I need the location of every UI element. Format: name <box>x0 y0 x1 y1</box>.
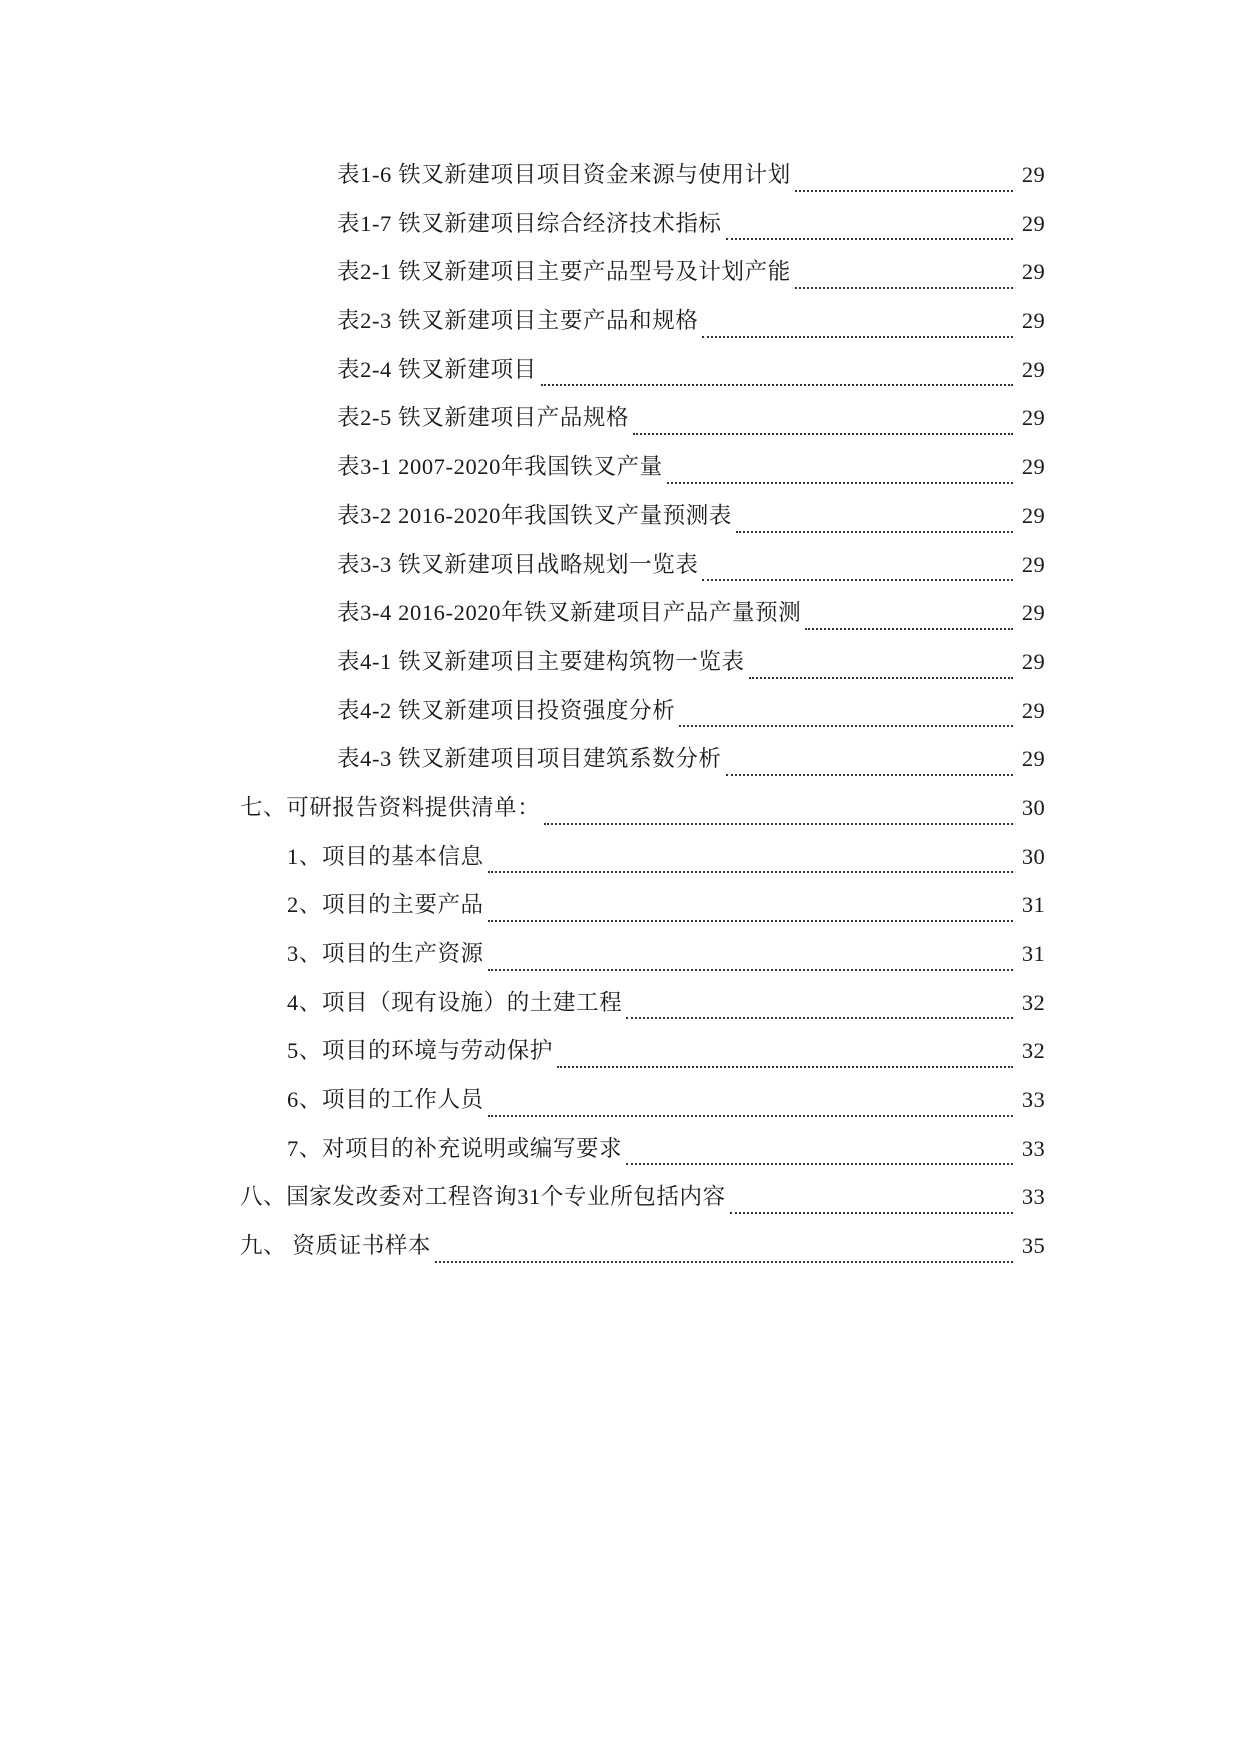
toc-entry-text: 表2-3 铁叉新建项目主要产品和规格 <box>337 308 699 334</box>
toc-page-number: 29 <box>1021 259 1045 285</box>
toc-page-number: 31 <box>1021 941 1045 966</box>
toc-entry-text: 5、项目的环境与劳动保护 <box>287 1038 553 1064</box>
toc-entry-text: 7、对项目的补充说明或编写要求 <box>287 1135 623 1161</box>
toc-entry[interactable] <box>0 1223 1241 1272</box>
toc-leader-dots <box>488 920 1013 922</box>
toc-entry-text: 表4-2 铁叉新建项目投资强度分析 <box>337 697 676 723</box>
toc-leader-dots <box>435 1261 1013 1263</box>
toc-entry-text: 1、项目的基本信息 <box>287 843 484 869</box>
toc-entry[interactable] <box>0 834 1241 883</box>
toc-leader-dots <box>795 190 1013 192</box>
toc-leader-dots <box>626 1017 1013 1019</box>
toc-page-number: 35 <box>1021 1233 1045 1259</box>
toc-entry-text: 表2-4 铁叉新建项目 <box>337 356 537 382</box>
toc-entry-text: 八、国家发改委对工程咨询31个专业所包括内容 <box>240 1184 726 1210</box>
toc-entry[interactable] <box>0 542 1241 591</box>
toc-entry-text: 表3-1 2007-2020年我国铁叉产量 <box>337 454 663 480</box>
toc-entry[interactable] <box>0 201 1241 250</box>
toc-entry-text: 七、可研报告资料提供清单： <box>240 794 541 820</box>
toc-entry[interactable] <box>0 1077 1241 1126</box>
toc-entry-text: 表3-4 2016-2020年铁叉新建项目产品产量预测 <box>337 600 802 626</box>
toc-entry[interactable] <box>0 980 1241 1029</box>
toc-leader-dots <box>667 482 1013 484</box>
toc-page-number: 33 <box>1021 1087 1045 1113</box>
toc-entry-text: 表2-1 铁叉新建项目主要产品型号及计划产能 <box>337 259 791 285</box>
toc-entry[interactable] <box>0 1126 1241 1175</box>
toc-page-number: 30 <box>1021 794 1045 820</box>
toc-page-number: 29 <box>1021 454 1045 480</box>
table-of-contents <box>0 152 1241 1272</box>
toc-entry[interactable] <box>0 882 1241 931</box>
toc-entry-text: 表4-3 铁叉新建项目项目建筑系数分析 <box>337 746 722 772</box>
toc-entry[interactable] <box>0 688 1241 737</box>
toc-leader-dots <box>726 774 1013 776</box>
toc-entry-text: 2、项目的主要产品 <box>287 892 484 918</box>
toc-entry[interactable] <box>0 347 1241 396</box>
toc-page-number: 29 <box>1021 308 1045 334</box>
toc-entry-text: 4、项目（现有设施）的土建工程 <box>287 989 623 1015</box>
toc-entry[interactable] <box>0 1028 1241 1077</box>
toc-entry[interactable] <box>0 152 1241 201</box>
toc-entry[interactable] <box>0 785 1241 834</box>
toc-entry-text: 3、项目的生产资源 <box>287 941 484 966</box>
toc-page-number: 33 <box>1021 1135 1045 1161</box>
toc-page-number: 33 <box>1021 1184 1045 1210</box>
toc-page-number: 29 <box>1021 162 1045 187</box>
toc-leader-dots <box>488 1115 1013 1117</box>
toc-leader-dots <box>544 823 1013 825</box>
toc-entry[interactable] <box>0 590 1241 639</box>
toc-leader-dots <box>633 433 1013 435</box>
toc-entry[interactable] <box>0 493 1241 542</box>
toc-page-number: 32 <box>1021 989 1045 1015</box>
toc-entry-text: 表1-7 铁叉新建项目综合经济技术指标 <box>337 210 722 236</box>
toc-leader-dots <box>726 238 1013 240</box>
toc-entry[interactable] <box>0 639 1241 688</box>
toc-page-number: 29 <box>1021 551 1045 577</box>
toc-page-number: 29 <box>1021 697 1045 723</box>
toc-page-number: 30 <box>1021 843 1045 869</box>
toc-page-number: 29 <box>1021 210 1045 236</box>
toc-entry-text: 6、项目的工作人员 <box>287 1087 484 1113</box>
toc-leader-dots <box>626 1163 1013 1165</box>
toc-entry[interactable] <box>0 736 1241 785</box>
toc-leader-dots <box>795 287 1013 289</box>
toc-leader-dots <box>730 1212 1013 1214</box>
toc-leader-dots <box>541 384 1013 386</box>
toc-entry[interactable] <box>0 395 1241 444</box>
toc-page-number: 32 <box>1021 1038 1045 1064</box>
toc-page-number: 29 <box>1021 600 1045 626</box>
toc-leader-dots <box>702 579 1013 581</box>
toc-page-number: 29 <box>1021 405 1045 431</box>
toc-entry[interactable] <box>0 444 1241 493</box>
toc-leader-dots <box>702 336 1013 338</box>
toc-page-number: 31 <box>1021 892 1045 918</box>
toc-entry[interactable] <box>0 298 1241 347</box>
toc-entry[interactable] <box>0 1174 1241 1223</box>
toc-entry-text: 表2-5 铁叉新建项目产品规格 <box>337 405 630 431</box>
toc-page-number: 29 <box>1021 648 1045 674</box>
toc-entry-text: 表3-2 2016-2020年我国铁叉产量预测表 <box>337 502 733 528</box>
toc-entry-text: 表1-6 铁叉新建项目项目资金来源与使用计划 <box>337 162 791 187</box>
toc-entry-text: 九、 资质证书样本 <box>240 1233 432 1259</box>
toc-page-number: 29 <box>1021 356 1045 382</box>
toc-leader-dots <box>679 725 1013 727</box>
toc-entry-text: 表3-3 铁叉新建项目战略规划一览表 <box>337 551 699 577</box>
toc-leader-dots <box>488 871 1013 873</box>
toc-entry[interactable] <box>0 931 1241 980</box>
toc-leader-dots <box>736 531 1013 533</box>
toc-page-number: 29 <box>1021 502 1045 528</box>
toc-entry[interactable] <box>0 249 1241 298</box>
toc-leader-dots <box>805 628 1013 630</box>
toc-leader-dots <box>488 969 1013 971</box>
toc-entry-text: 表4-1 铁叉新建项目主要建构筑物一览表 <box>337 648 745 674</box>
toc-leader-dots <box>557 1066 1013 1068</box>
toc-page-number: 29 <box>1021 746 1045 772</box>
toc-leader-dots <box>749 677 1013 679</box>
